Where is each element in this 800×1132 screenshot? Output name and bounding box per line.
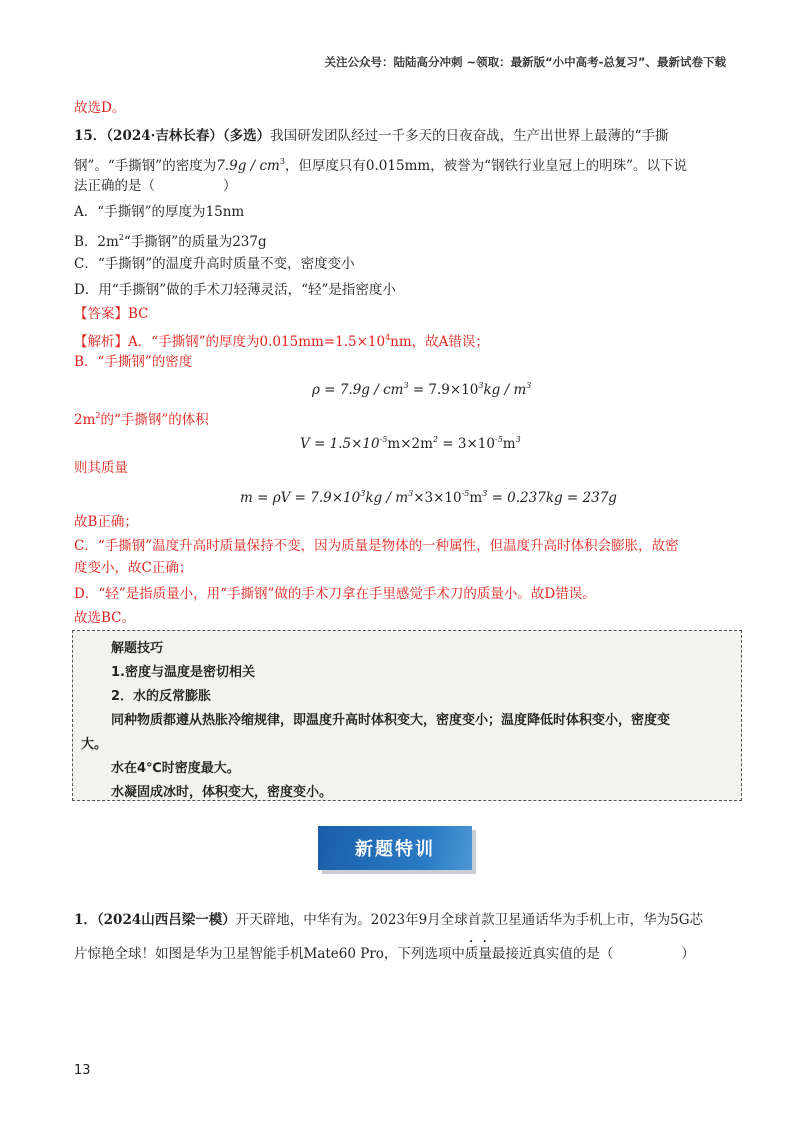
q1-stem-text-2b: 最接近真实值的是（ [491,946,614,962]
tips-item-2: 2．水的反常膨胀 [111,689,212,704]
mass-formula [240,484,617,508]
q15-stem-line-1 [74,126,668,146]
f2-exp3: -5 [495,435,503,444]
vol-exp: 2 [95,411,101,420]
q15-density-exp: 3 [279,157,285,166]
q15-stem-line-2 [74,152,687,176]
option-a-value: 15nm [205,204,245,220]
analysis-c-line-2: 度变小，故C正确； [74,560,193,576]
option-b-area-exp: 2 [118,233,124,242]
q15-option-c: C．“手撕钢”的温度升高时质量不变，密度变小 [74,256,355,272]
f3-exp4: 3 [482,489,488,498]
f3-mid3: m [469,490,483,506]
q15-stem-text-3-end: ） [223,178,237,194]
f3-exp3: -5 [461,489,470,498]
mass-line: 则其质量 [74,460,128,476]
q15-stem-text-2c: ，被誉为“钢铁行业皇冠上的明珠”。以下说 [430,158,687,174]
f1-exp2: 3 [478,381,484,390]
q15-type: （多选） [222,128,271,144]
page-number: 13 [74,1063,91,1078]
analysis-c-line-1: C．“手撕钢”温度升高时质量保持不变，因为质量是物体的一种属性，但温度升高时体积会膨胀，故密 [74,538,679,554]
density-formula [312,376,531,400]
f1-pre: ρ = 7.9g / cm [312,382,404,398]
f1-exp3: 3 [526,381,532,390]
q15-option-a [74,202,244,222]
q15-stem-text-3: 法正确的是（ [74,178,155,194]
f2-exp2: 2 [432,435,439,444]
q1-number: 1． [74,912,97,928]
q1-stem-text-2a: 片惊艳全球！如图是华为卫星智能手机Mate60 Pro，下列选项中 [74,946,465,962]
f2-exp4: 3 [515,435,521,444]
analysis-line-b: B．“手撕钢”的密度 [74,354,193,370]
q1-source: （2024山西吕梁一模） [96,912,236,928]
f3-post: = 0.237kg = 237g [487,490,617,506]
q1-emphasis: 质量 [464,946,492,962]
q15-source: （2024·吉林长春） [106,128,223,144]
q15-stem-text-2a: 钢”。“手撕钢”的密度为 [74,158,217,174]
f3-mid: kg / m [365,490,409,506]
f3-mid2: ×3×10 [413,490,462,506]
tips-box [72,630,742,801]
f1-post: kg / m [483,382,527,398]
section-banner [318,826,480,878]
analysis-d-line: D．“轻”是指质量小，用“手撕钢”做的手术刀拿在手里感觉手术刀的质量小。故D错误。 [74,586,596,602]
tips-item-1: 1.密度与温度是密切相关 [111,665,255,680]
q15-thickness: 0.015mm [365,158,431,174]
f2-post: m [502,436,516,452]
analysis-final: 故选BC。 [74,610,136,626]
section-banner-title: 新题特训 [318,826,472,870]
analysis-line-a [74,328,489,352]
option-b-area: 2m [97,234,119,250]
q15-stem-line-3 [74,176,237,196]
q1-stem-text-end: ） [681,946,695,962]
q15-option-b [74,228,267,252]
q15-stem-text-1: 我国研发团队经过一千多天的日夜奋战，生产出世界上最薄的“手撕 [270,128,669,144]
q1-stem-line-2 [74,938,695,964]
previous-answer: 故选D。 [74,100,126,116]
tips-title: 解题技巧 [111,641,164,656]
q1-stem-line-1 [74,910,703,930]
f1-mid: = 7.9×10 [408,382,479,398]
vol-post: 的“手撕钢”的体积 [100,412,209,428]
q15-density: 7.9g / cm [216,158,280,174]
analysis-a-text: 【解析】A．“手撕钢”的厚度为0.015mm=1.5×10 [74,334,386,350]
q15-stem-text-2b: ，但厚度只有 [284,158,366,174]
volume-line [74,406,209,430]
analysis-a-post: nm，故A错误； [390,334,489,350]
q15-option-d: D．用“手撕钢”做的手术刀轻薄灵活，“轻”是指密度小 [74,282,396,298]
f2-mid2: = 3×10 [438,436,495,452]
f1-exp1: 3 [403,381,409,390]
analysis-b-correct: 故B正确； [74,514,138,530]
q15-number: 15． [74,128,107,144]
option-b-value: 237g [232,234,267,250]
analysis-a-exp: 4 [385,333,391,342]
tips-item-4: 水在4℃时密度最大。 [111,761,240,776]
f2-exp1: -5 [379,435,388,444]
tips-item-3-line-2: 大。 [81,737,108,752]
f3-exp2: 3 [408,489,414,498]
volume-formula [300,430,521,454]
q1-stem-text-1: 开天辟地，中华有为。2023年9月全球首款卫星通话华为手机上市，华为5G芯 [235,912,704,928]
tips-item-3-line-1: 同种物质都遵从热胀冷缩规律，即温度升高时体积变大，密度变小；温度降低时体积变小，密度变 [111,713,671,728]
f2-pre: V = 1.5×10 [300,436,380,452]
f3-exp1: 3 [360,489,366,498]
option-b-label: B． [74,234,98,250]
f3-pre: m = ρV = 7.9×10 [240,490,361,506]
tips-item-5: 水凝固成冰时，体积变大，密度变小。 [111,785,333,800]
q15-answer: 【答案】BC [74,306,149,322]
page-header: 关注公众号：陆陆高分冲刺 ~领取：最新版“小中高考-总复习”、最新试卷下载 [324,55,726,69]
option-a-text: A．“手撕钢”的厚度为 [74,204,206,220]
vol-pre: 2m [74,412,96,428]
f2-mid: m×2m [387,436,433,452]
option-b-text: “手撕钢”的质量为 [123,234,233,250]
